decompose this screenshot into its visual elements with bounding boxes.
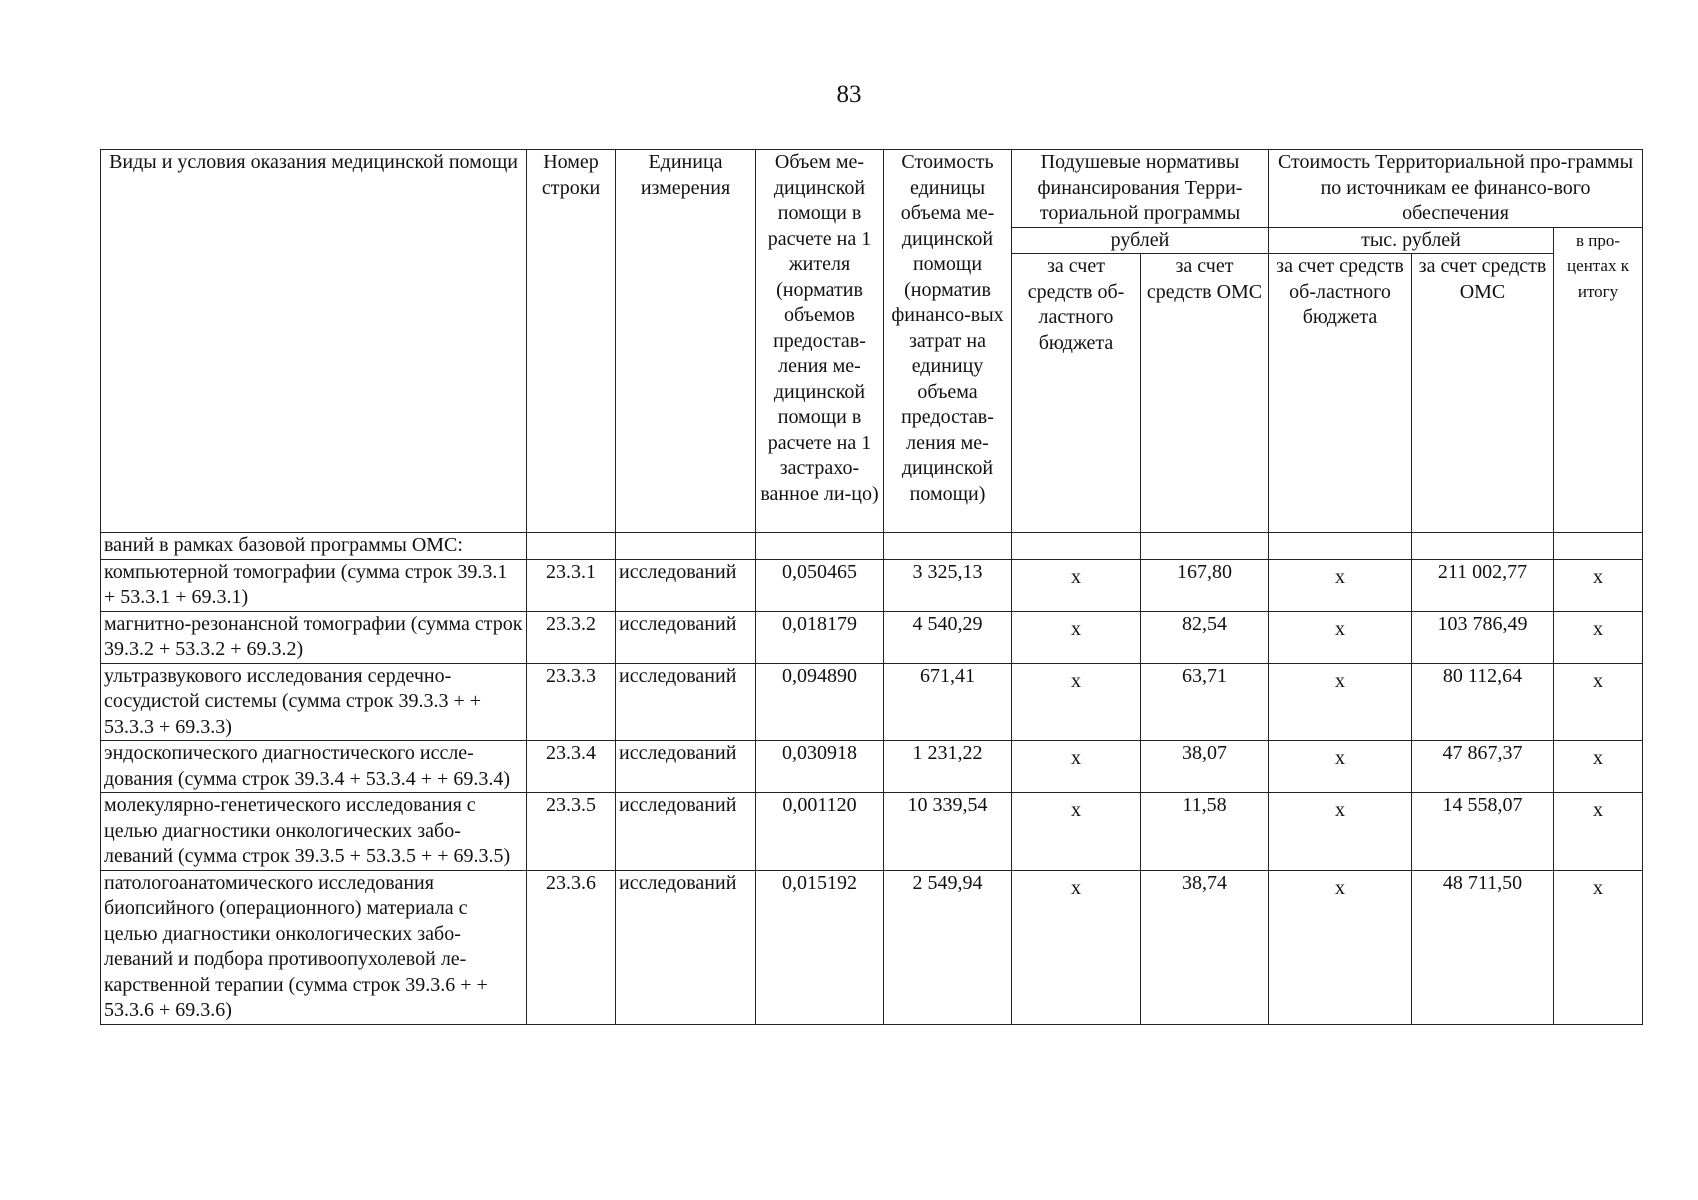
row-pc-regional: х bbox=[1012, 559, 1141, 611]
row-volume: 0,001120 bbox=[756, 793, 884, 871]
header-program-cost: Стоимость Территориальной про-граммы по источникам ее финансо-вого обеспечения bbox=[1269, 150, 1643, 228]
row-total-regional: х bbox=[1269, 793, 1412, 871]
row-total-oms: 80 112,64 bbox=[1412, 663, 1554, 741]
table-row bbox=[101, 559, 1643, 611]
row-total-regional: х bbox=[1269, 870, 1412, 1024]
row-pc-oms: 38,07 bbox=[1141, 741, 1269, 793]
row-percent: х bbox=[1554, 559, 1643, 611]
row-pc-oms: 82,54 bbox=[1141, 611, 1269, 663]
table-row bbox=[101, 741, 1643, 793]
row-pc-regional: х bbox=[1012, 611, 1141, 663]
row-pc-oms: 11,58 bbox=[1141, 793, 1269, 871]
row-total-oms: 211 002,77 bbox=[1412, 559, 1554, 611]
header-pc-regional-budget: за счет средств об-ластного бюджета bbox=[1012, 254, 1141, 533]
row-pc-oms: 63,71 bbox=[1141, 663, 1269, 741]
row-percent: х bbox=[1554, 793, 1643, 871]
row-volume: 0,030918 bbox=[756, 741, 884, 793]
row-unit: исследований bbox=[616, 870, 756, 1024]
row-name: компьютерной томографии (сумма строк 39.3.1 + 53.3.1 + 69.3.1) bbox=[101, 559, 527, 611]
data-table bbox=[100, 149, 1643, 1025]
row-total-oms: 47 867,37 bbox=[1412, 741, 1554, 793]
header-unit-cost: Стоимость единицы объема ме-дицинской помощи (норматив финансо-вых затрат на единицу объема предостав-ления ме-дицинской помощи) bbox=[884, 150, 1012, 533]
row-number: 23.3.1 bbox=[527, 559, 616, 611]
page-number: 83 bbox=[836, 81, 862, 108]
section-row-label: ваний в рамках базовой программы ОМС: bbox=[101, 533, 527, 560]
header-pc-oms: за счет средств ОМС bbox=[1141, 254, 1269, 533]
row-cost: 10 339,54 bbox=[884, 793, 1012, 871]
row-unit: исследований bbox=[616, 793, 756, 871]
row-name: молекулярно-генетического исследования с целью диагностики онкологических забо-леваний (сумма строк 39.3.5 + 53.3.5 + + 69.3.5) bbox=[101, 793, 527, 871]
row-volume: 0,015192 bbox=[756, 870, 884, 1024]
row-pc-oms: 167,80 bbox=[1141, 559, 1269, 611]
row-pc-oms: 38,74 bbox=[1141, 870, 1269, 1024]
table-row bbox=[101, 870, 1643, 1024]
row-unit: исследований bbox=[616, 559, 756, 611]
row-pc-regional: х bbox=[1012, 741, 1141, 793]
row-number: 23.3.5 bbox=[527, 793, 616, 871]
row-percent: х bbox=[1554, 663, 1643, 741]
header-per-capita-norms: Подушевые нормативы финансирования Терри-ториальной программы bbox=[1012, 150, 1269, 228]
row-percent: х bbox=[1554, 870, 1643, 1024]
row-total-oms: 14 558,07 bbox=[1412, 793, 1554, 871]
row-percent: х bbox=[1554, 741, 1643, 793]
header-rubles-unit: рублей bbox=[1012, 227, 1269, 254]
row-number: 23.3.6 bbox=[527, 870, 616, 1024]
header-row-number: Номер строки bbox=[527, 150, 616, 533]
header-volume: Объем ме-дицинской помощи в расчете на 1 жителя (норматив объемов предостав-ления ме-дицинской помощи в расчете на 1 застрахо-ванное ли-цо) bbox=[756, 150, 884, 533]
row-volume: 0,018179 bbox=[756, 611, 884, 663]
row-cost: 4 540,29 bbox=[884, 611, 1012, 663]
row-total-oms: 103 786,49 bbox=[1412, 611, 1554, 663]
table-row bbox=[101, 663, 1643, 741]
section-row bbox=[101, 533, 1643, 560]
header-unit: Единица измерения bbox=[616, 150, 756, 533]
row-name: магнитно-резонансной томографии (сумма строк 39.3.2 + 53.3.2 + 69.3.2) bbox=[101, 611, 527, 663]
row-pc-regional: х bbox=[1012, 870, 1141, 1024]
row-cost: 1 231,22 bbox=[884, 741, 1012, 793]
row-total-regional: х bbox=[1269, 611, 1412, 663]
row-number: 23.3.2 bbox=[527, 611, 616, 663]
table-row bbox=[101, 611, 1643, 663]
header-percent-of-total: в про-центах к итогу bbox=[1554, 227, 1643, 533]
row-number: 23.3.4 bbox=[527, 741, 616, 793]
row-pc-regional: х bbox=[1012, 663, 1141, 741]
row-pc-regional: х bbox=[1012, 793, 1141, 871]
row-unit: исследований bbox=[616, 663, 756, 741]
table-row bbox=[101, 793, 1643, 871]
row-cost: 2 549,94 bbox=[884, 870, 1012, 1024]
row-cost: 3 325,13 bbox=[884, 559, 1012, 611]
header-thousand-rubles-unit: тыс. рублей bbox=[1269, 227, 1554, 254]
header-kinds-of-care: Виды и условия оказания медицинской помощи bbox=[101, 150, 527, 533]
row-unit: исследований bbox=[616, 741, 756, 793]
row-volume: 0,094890 bbox=[756, 663, 884, 741]
row-total-regional: х bbox=[1269, 741, 1412, 793]
row-name: эндоскопического диагностического иссле-дования (сумма строк 39.3.4 + 53.3.4 + + 69.3.4) bbox=[101, 741, 527, 793]
row-volume: 0,050465 bbox=[756, 559, 884, 611]
row-cost: 671,41 bbox=[884, 663, 1012, 741]
row-number: 23.3.3 bbox=[527, 663, 616, 741]
row-total-regional: х bbox=[1269, 559, 1412, 611]
row-unit: исследований bbox=[616, 611, 756, 663]
row-percent: х bbox=[1554, 611, 1643, 663]
header-total-regional-budget: за счет средств об-ластного бюджета bbox=[1269, 254, 1412, 533]
header-total-oms: за счет средств ОМС bbox=[1412, 254, 1554, 533]
row-name: ультразвукового исследования сердечно-сосудистой системы (сумма строк 39.3.3 + + 53.3.3 + 69.3.3) bbox=[101, 663, 527, 741]
row-total-oms: 48 711,50 bbox=[1412, 870, 1554, 1024]
row-total-regional: х bbox=[1269, 663, 1412, 741]
row-name: патологоанатомического исследования биопсийного (операционного) материала с целью диагностики онкологических забо-леваний и подбора противоопухолевой ле-карственной терапии (сумма строк 39.3.6 + + 53.3.6 + 69.3.6) bbox=[101, 870, 527, 1024]
